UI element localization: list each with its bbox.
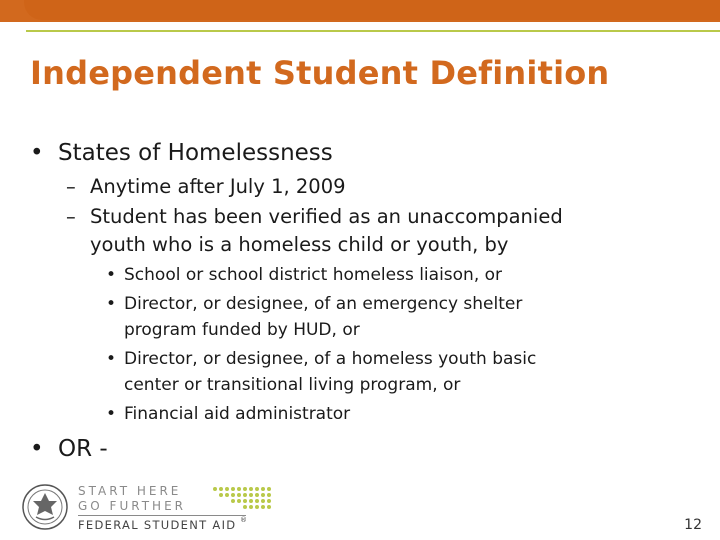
dot-grid-icon: [212, 486, 274, 512]
list-item: OR -: [58, 436, 108, 462]
list-item-continuation: youth who is a homeless child or youth, by: [90, 233, 509, 256]
registered-mark: ®: [240, 516, 247, 524]
dash-marker: –: [66, 205, 76, 228]
bullet-marker: •: [30, 140, 44, 166]
bullet-marker: •: [106, 294, 117, 314]
top-accent-band-curve: [24, 0, 720, 20]
list-item: School or school district homeless liaison, or: [124, 265, 503, 285]
list-item-continuation: center or transitional living program, or: [124, 375, 461, 395]
dash-marker: –: [66, 175, 76, 198]
list-item: Financial aid administrator: [124, 404, 351, 424]
logo-divider: [78, 515, 246, 516]
logo-line-start-here: START HERE: [78, 484, 182, 498]
bullet-marker: •: [106, 404, 117, 424]
logo-line-go-further: GO FURTHER: [78, 499, 186, 513]
page-number: 12: [684, 517, 702, 533]
list-item: Student has been verified as an unaccompanied: [90, 205, 563, 228]
title-divider: [26, 30, 720, 32]
federal-student-aid-logo: [22, 482, 322, 534]
bullet-marker: •: [30, 436, 44, 462]
list-item: Director, or designee, of a homeless youth basic: [124, 349, 537, 369]
bullet-marker: •: [106, 265, 117, 285]
list-item: Director, or designee, of an emergency shelter: [124, 294, 523, 314]
list-item: Anytime after July 1, 2009: [90, 175, 346, 198]
department-seal-icon: [22, 484, 68, 530]
list-item: States of Homelessness: [58, 140, 333, 166]
bullet-marker: •: [106, 349, 117, 369]
logo-line-federal-student-aid: FEDERAL STUDENT AID: [78, 518, 237, 532]
slide-title: Independent Student Definition: [30, 54, 610, 92]
list-item-continuation: program funded by HUD, or: [124, 320, 360, 340]
